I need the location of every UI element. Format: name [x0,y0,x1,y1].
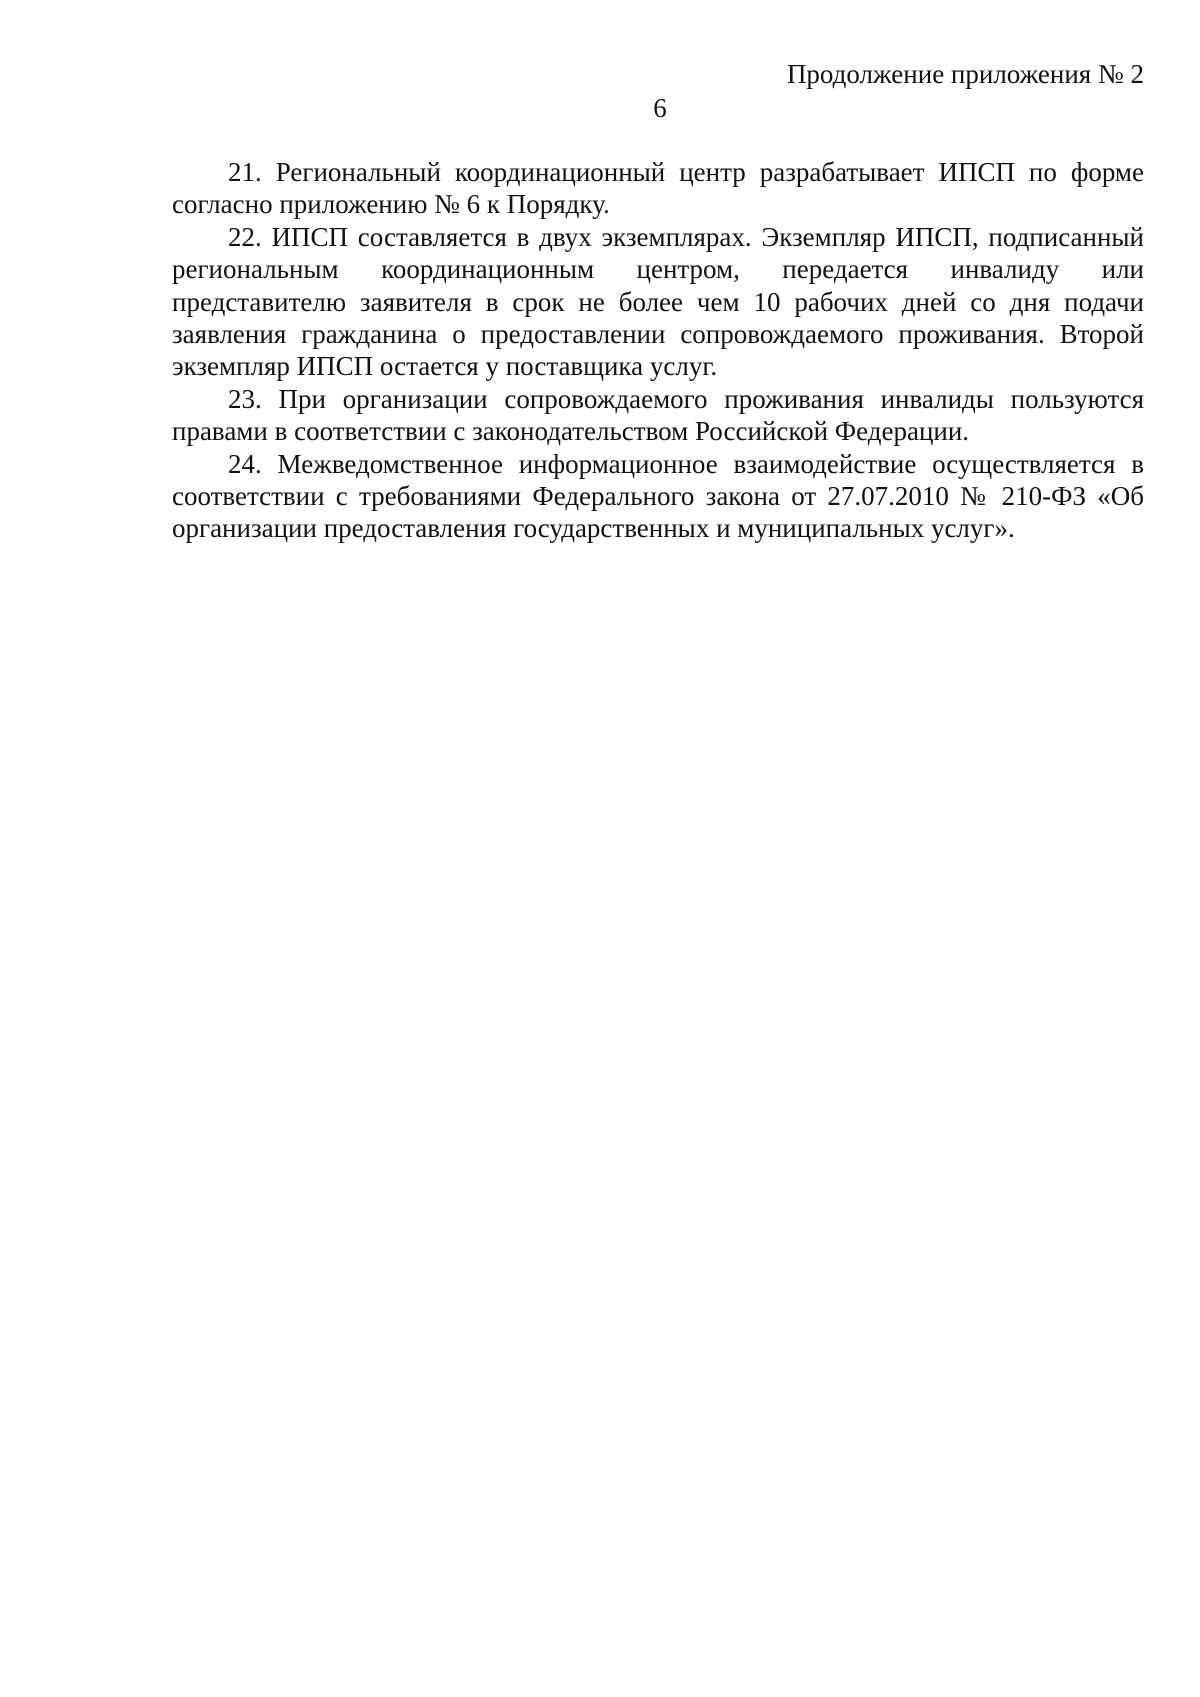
paragraph-22: 22. ИПСП составляется в двух экземплярах. Экземпляр ИПСП, подписанный региональным координационным центром, передается инвалиду или представителю заявителя в срок не более чем 10 рабочих дней со дня подачи заявления гражданина о предоставлении сопровождаемого проживания. Второй экземпляр ИПСП остается у поставщика услуг. [172,221,1144,382]
continuation-note: Продолжение приложения № 2 [786,59,1144,89]
page-number: 6 [653,93,667,123]
document-body [172,156,1144,545]
paragraph-24: 24. Межведомственное информационное взаимодействие осуществляется в соответствии с требованиями Федерального закона от 27.07.2010 № 210-ФЗ «Об организации предоставления государственных и муниципальных услуг». [172,448,1144,544]
paragraph-21: 21. Региональный координационный центр разрабатывает ИПСП по форме согласно приложению № 6 к Порядку. [172,157,1144,220]
paragraph-23: 23. При организации сопровождаемого проживания инвалиды пользуются правами в соответствии с законодательством Российской Федерации. [172,383,1144,447]
